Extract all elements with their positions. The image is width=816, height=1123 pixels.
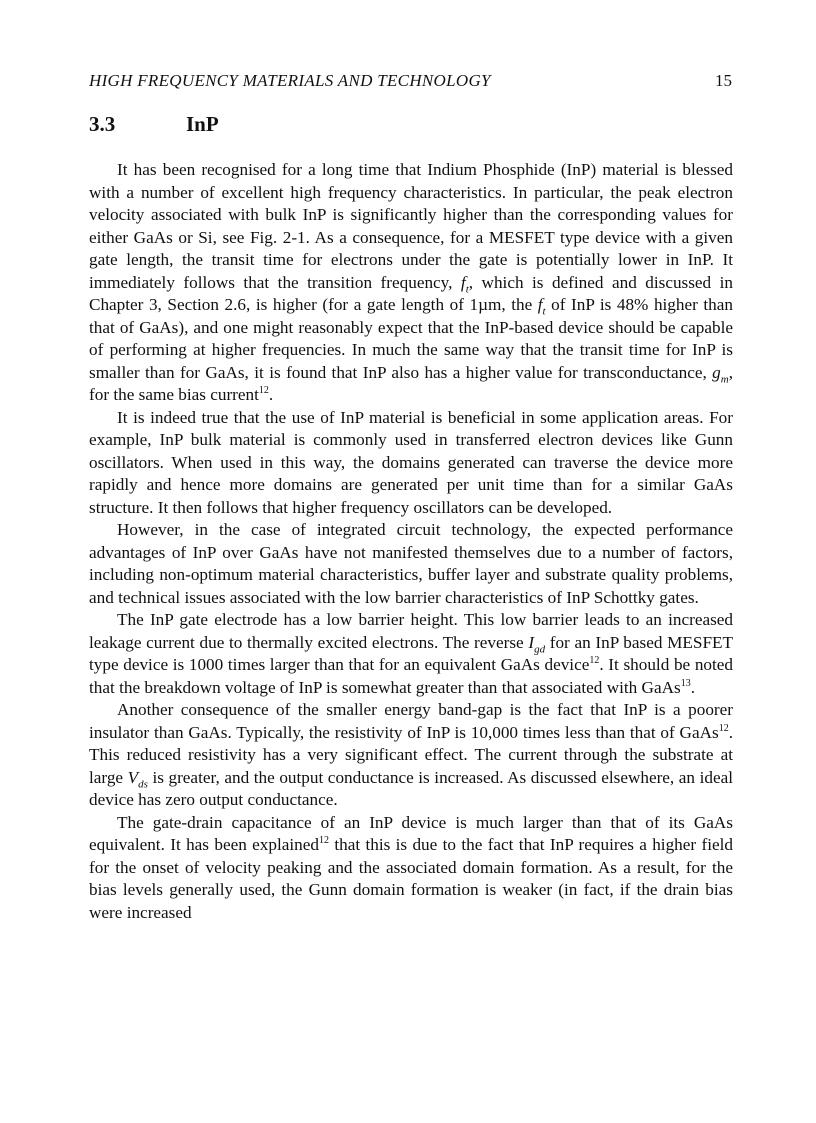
symbol-ft bbox=[460, 272, 469, 295]
symbol-ft-main: f bbox=[537, 295, 543, 314]
section-heading bbox=[89, 112, 219, 137]
section-title: InP bbox=[186, 112, 219, 136]
paragraph-4 bbox=[89, 609, 733, 699]
paragraph-5-text-c: is greater, and the output conductance is increased. As discussed elsewhere, an ideal device has zero output conductance. bbox=[89, 767, 733, 809]
paragraph-4-text-b: for an InP based MESFET type device is 1000 times larger than that for an equivalent GaAs device bbox=[89, 632, 734, 674]
paragraph-6 bbox=[89, 812, 733, 925]
symbol-ft bbox=[537, 295, 546, 318]
symbol-gm-sub: m bbox=[720, 372, 729, 385]
citation-ref: 12 bbox=[258, 385, 269, 396]
paragraph-6-text-b: that this is due to the fact that InP requires a higher field for the onset of velocity peaking and the associated domain formation. As a result, for the bias levels generally used, the Gunn domain formation is weaker (in fact, if the drain bias were increased bbox=[89, 835, 733, 922]
running-title: HIGH FREQUENCY MATERIALS AND TECHNOLOGY bbox=[89, 71, 491, 90]
symbol-igd-main: I bbox=[528, 632, 535, 652]
symbol-ft-main: f bbox=[460, 272, 466, 292]
symbol-gm bbox=[712, 362, 729, 385]
paragraph-5 bbox=[89, 699, 733, 812]
citation-ref: 12 bbox=[718, 722, 729, 734]
paragraph-1-text-a: It has been recognised for a long time that Indium Phosphide (InP) material is blessed with a number of excellent high frequency characteristics. In particular, the peak electron velocity associated with bulk InP is significantly higher than the corresponding values for either GaAs or Si, see Fig. 2-1. As a consequence, for a MESFET type device with a given gate length, the transit time for electrons under the gate is potentially lower in InP. It immediately follows that the transition frequency, bbox=[89, 160, 733, 292]
symbol-igd-sub: gd bbox=[534, 642, 546, 655]
paragraph-1 bbox=[89, 159, 733, 407]
symbol-vds-sub: ds bbox=[138, 777, 148, 790]
paragraph-2: It is indeed true that the use of InP material is beneficial in some application areas. For example, InP bulk material is commonly used in transferred electron devices like Gunn oscillators. When used in this way, the domains generated can traverse the device more rapidly and hence more domains are generated per unit time than for a similar GaAs structure. It then follows that higher frequency oscillators can be developed. bbox=[89, 407, 733, 517]
paragraph-4-text-a: The InP gate electrode has a low barrier height. This low barrier leads to an increased leakage current due to thermally excited electrons. The reverse bbox=[89, 610, 733, 652]
paragraph-4-text-d: . bbox=[690, 677, 695, 697]
symbol-ft-sub: t bbox=[465, 282, 469, 295]
paragraph-6-text-a: The gate-drain capacitance of an InP device is much larger than that of its GaAs equivalent. It has been explained bbox=[89, 812, 733, 854]
citation-ref: 13 bbox=[680, 677, 691, 689]
paragraph-3: However, in the case of integrated circuit technology, the expected performance advantages of InP over GaAs have not manifested themselves due to a number of factors, including non-optimum material characteristics, buffer layer and substrate quality problems, and technical issues associated with the low barrier characteristics of InP Schottky gates. bbox=[89, 520, 733, 607]
symbol-ft-sub: t bbox=[542, 305, 546, 318]
paragraph-1-text-b: , which is defined and discussed in Chapter 3, Section 2.6, is higher (for a gate length of 1µm, the bbox=[89, 272, 733, 314]
symbol-vds-main: V bbox=[127, 767, 139, 787]
paragraph-1-text-c: of InP is 48% higher than that of GaAs), and one might reasonably expect that the InP-based device should be capable of performing at higher frequencies. In much the same way that the transit time for InP is smaller than for GaAs, it is found that InP also has a higher value for transconductance, bbox=[89, 295, 733, 382]
running-header bbox=[89, 71, 732, 95]
paragraph-1-text-e: . bbox=[268, 385, 274, 404]
citation-ref: 12 bbox=[318, 835, 329, 846]
page-number: 15 bbox=[715, 71, 732, 90]
symbol-vds bbox=[127, 767, 148, 790]
paragraph-5-text-a: Another consequence of the smaller energy band-gap is the fact that InP is a poorer insulator than GaAs. Typically, the resistivity of InP is 10,000 times less than that of GaAs bbox=[89, 700, 733, 742]
paragraph-1-text-d: , for the same bias current bbox=[89, 362, 733, 404]
paragraph-5-text-b: . This reduced resistivity has a very significant effect. The current through the substrate at large bbox=[89, 722, 733, 787]
paragraph-4-text-c: . It should be noted that the breakdown voltage of InP is somewhat greater than that associated with GaAs bbox=[89, 655, 734, 697]
section-number: 3.3 bbox=[89, 112, 116, 136]
citation-ref: 12 bbox=[589, 655, 600, 666]
symbol-gm-main: g bbox=[712, 362, 721, 382]
body-text bbox=[89, 159, 733, 924]
symbol-igd bbox=[528, 632, 546, 655]
